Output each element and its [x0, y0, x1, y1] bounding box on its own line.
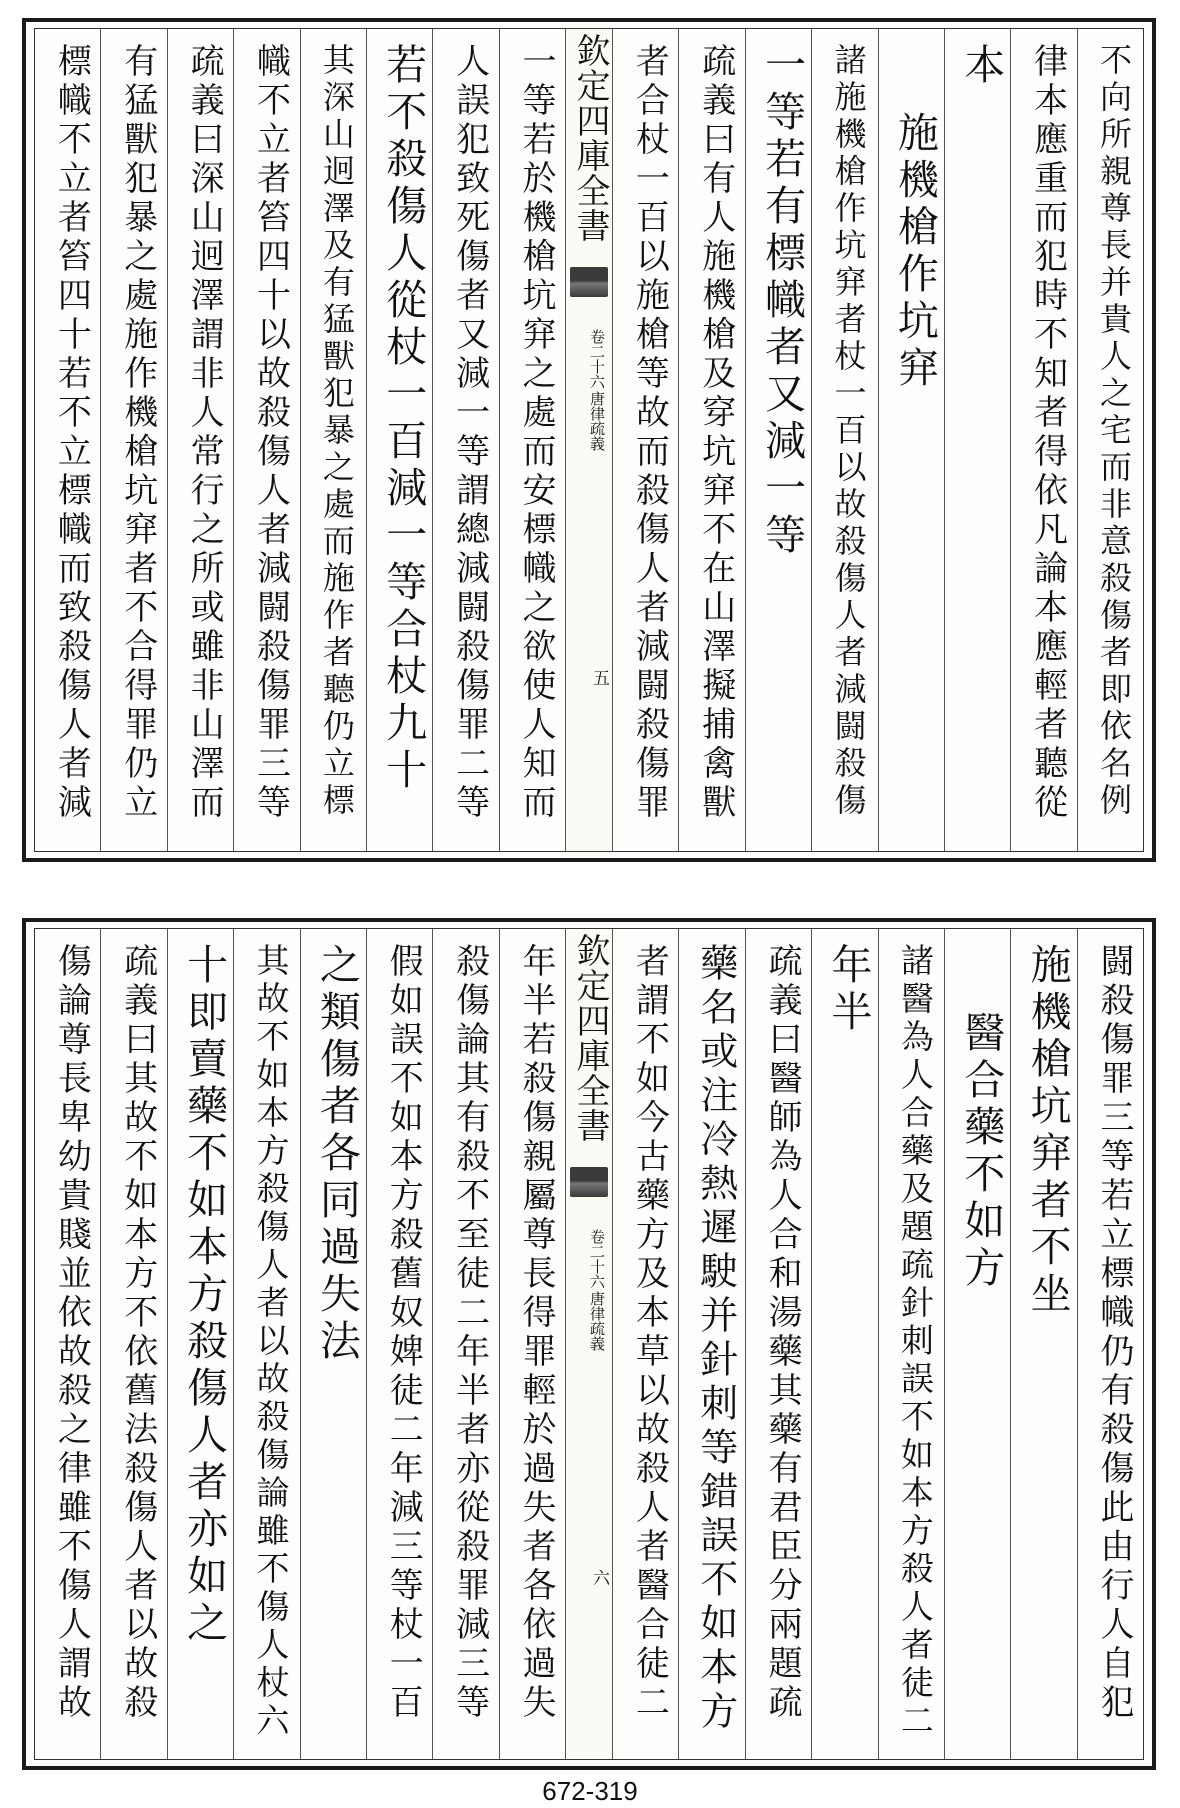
page-number: 五 — [589, 669, 609, 686]
text-column: 十即賣藥不如本方殺傷人者亦如之 — [167, 929, 233, 1759]
collection-title: 欽定四庫全書 — [570, 933, 610, 1143]
book-title: 唐律疏義 — [588, 391, 606, 451]
text-column: 一等若於機槍坑穽之處而安標幟之欲使人知而 — [499, 29, 565, 851]
center-fold-banner — [565, 929, 612, 1759]
book-info — [572, 1229, 606, 1351]
text-column: 標幟不立者笞四十若不立標幟而致殺傷人者減 — [51, 43, 92, 823]
text-column: 傷論尊長卑幼貴賤並依故殺之律雖不傷人謂故 — [51, 943, 92, 1723]
text-column: 不向所親尊長并貴人之宅而非意殺傷者即依名例 — [1077, 29, 1143, 851]
text-column: 其深山迥澤及有猛獸犯暴之處而施作者聽仍立標 — [300, 29, 366, 851]
page-text-frame — [34, 928, 1144, 1760]
text-column: 若不殺傷人從杖一百減一等合杖九十 — [366, 29, 432, 851]
text-column: 疏義曰深山迥澤謂非人常行之所或雖非山澤而 — [167, 29, 233, 851]
text-column: 疏義曰有人施機槍及穿坑穽不在山澤擬捕禽獸 — [678, 29, 744, 851]
text-column: 殺傷論其有殺不至徒二年半者亦從殺罪減三等 — [432, 929, 498, 1759]
text-column: 者謂不如今古藥方及本草以故殺人者醫合徒二 — [612, 929, 678, 1759]
text-column: 幟不立者笞四十以故殺傷人者減闘殺傷罪三等 — [233, 29, 299, 851]
text-column: 人誤犯致死傷者又減一等謂總減闘殺傷罪二等 — [432, 29, 498, 851]
text-column: 諸醫為人合藥及題疏針刺誤不如本方殺人者徒二 — [878, 929, 944, 1759]
catalog-page-number: 672-319 — [542, 1776, 638, 1806]
book-page-top — [22, 18, 1156, 862]
fish-tail-ornament — [570, 1167, 608, 1197]
section-heading-column: 施機槍作坑穽 — [878, 29, 944, 851]
text-column: 施機槍坑穽者不坐 — [1010, 929, 1076, 1759]
text-column: 闘殺傷罪三等若立標幟仍有殺傷此由行人自犯 — [1077, 929, 1143, 1759]
book-info — [572, 329, 606, 451]
text-column: 藥名或注冷熱遲駛并針刺等錯誤不如本方 — [678, 929, 744, 1759]
book-title: 唐律疏義 — [588, 1291, 606, 1351]
text-column: 者合杖一百以施槍等故而殺傷人者減闘殺傷罪 — [612, 29, 678, 851]
book-page-bottom — [22, 918, 1156, 1770]
text-column: 年半若殺傷親屬尊長得罪輕於過失者各依過失 — [499, 929, 565, 1759]
text-column: 疏義曰醫師為人合和湯藥其藥有君臣分兩題疏 — [745, 929, 811, 1759]
text-column: 假如誤不如本方殺舊奴婢徒二年減三等杖一百 — [366, 929, 432, 1759]
text-column: 其故不如本方殺傷人者以故殺傷論雖不傷人杖六 — [233, 929, 299, 1759]
volume-label: 卷二十六 — [588, 329, 606, 389]
text-column: 之類傷者各同過失法 — [300, 929, 366, 1759]
text-column: 有猛獸犯暴之處施作機槍坑穽者不合得罪仍立 — [100, 29, 166, 851]
page-number: 六 — [589, 1569, 609, 1586]
text-column: 本 — [944, 29, 1010, 851]
volume-label: 卷二十六 — [588, 1229, 606, 1289]
text-column: 諸施機槍作坑穽者杖一百以故殺傷人者減闘殺傷 — [811, 29, 877, 851]
center-fold-banner — [565, 29, 612, 851]
text-column: 律本應重而犯時不知者得依凡論本應輕者聽從 — [1010, 29, 1076, 851]
text-column: 一等若有標幟者又減一等 — [745, 29, 811, 851]
fish-tail-ornament — [570, 267, 608, 297]
text-column: 疏義曰其故不如本方不依舊法殺傷人者以故殺 — [100, 929, 166, 1759]
text-column: 年半 — [811, 929, 877, 1759]
collection-title: 欽定四庫全書 — [570, 33, 610, 243]
page-text-frame — [34, 28, 1144, 852]
section-heading-column: 醫合藥不如方 — [944, 929, 1010, 1759]
